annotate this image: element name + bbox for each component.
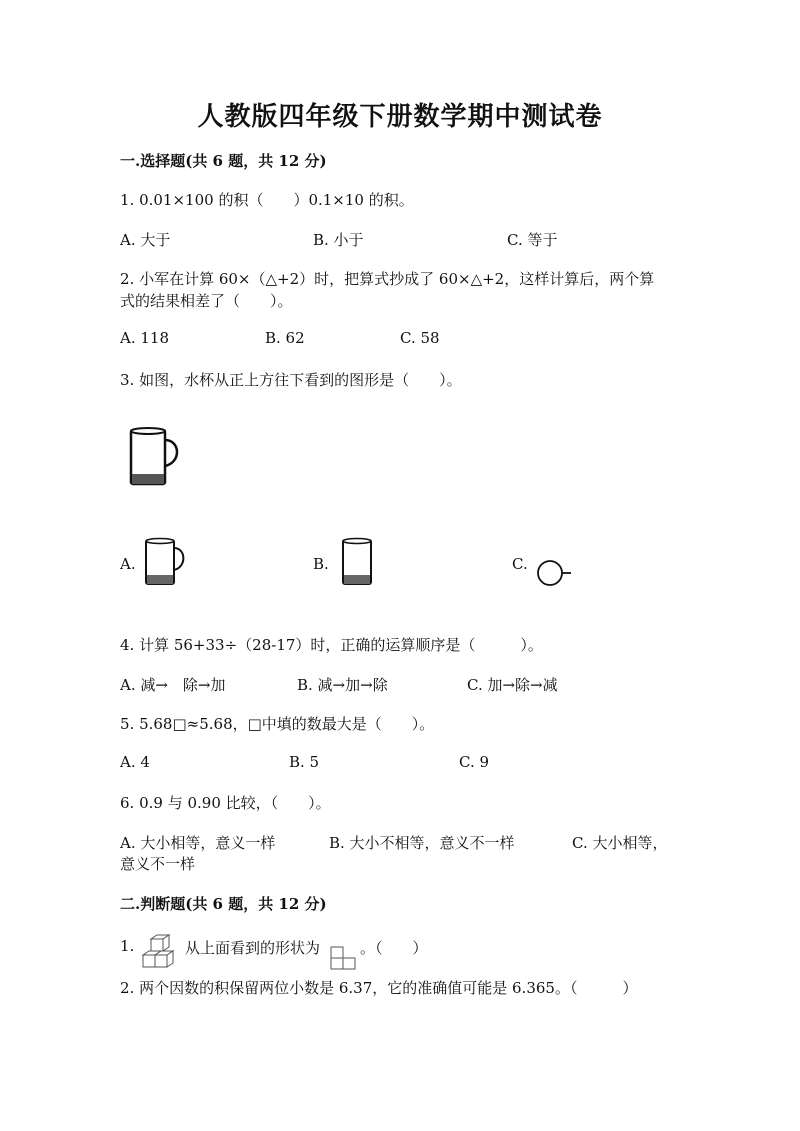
q1-option-c: C. 等于 xyxy=(507,231,558,249)
q2-option-a: A. 118 xyxy=(120,329,169,347)
q4-option-a: A. 减→ 除→加 xyxy=(120,676,226,694)
section-heading-choice: 一.选择题(共 6 题，共 12 分) xyxy=(120,152,327,170)
q5-option-c: C. 9 xyxy=(459,753,490,771)
q6-option-b: B. 大小不相等，意义不一样 xyxy=(329,834,515,852)
q6-option-c: C. 大小相等， xyxy=(572,834,668,852)
question-6: 6. 0.9 与 0.90 比较，（ ）。 xyxy=(120,794,331,812)
judge-1-text: 从上面看到的形状为 xyxy=(185,939,321,957)
top-view-squares-icon xyxy=(329,945,359,971)
q1-option-b: B. 小于 xyxy=(313,231,364,249)
judge-1-tail: 。（ ） xyxy=(360,939,428,957)
q5-option-a: A. 4 xyxy=(120,753,150,771)
page-title: 人教版四年级下册数学期中测试卷 xyxy=(197,102,603,132)
question-2-line2: 式的结果相差了（ ）。 xyxy=(120,292,293,310)
question-3: 3. 如图，水杯从正上方往下看到的图形是（ ）。 xyxy=(120,371,462,389)
q2-option-c: C. 58 xyxy=(400,329,440,347)
q4-option-b: B. 减→加→除 xyxy=(297,676,388,694)
question-2-line1: 2. 小军在计算 60×（△+2）时，把算式抄成了 60×△+2，这样计算后，两个算 xyxy=(120,270,655,288)
question-4: 4. 计算 56+33÷（28-17）时，正确的运算顺序是（ ）。 xyxy=(120,636,543,654)
q3-option-c-label: C. xyxy=(512,555,528,573)
q3-option-b-label: B. xyxy=(313,555,329,573)
q2-option-b: B. 62 xyxy=(265,329,305,347)
q6-option-a: A. 大小相等，意义一样 xyxy=(120,834,276,852)
mug-illustration xyxy=(128,426,184,488)
q3-option-a-label: A. xyxy=(120,555,136,573)
judge-2: 2. 两个因数的积保留两位小数是 6.37，它的准确值可能是 6.365。（ ） xyxy=(120,979,638,997)
judge-1-number: 1. xyxy=(120,937,135,955)
q4-option-c: C. 加→除→减 xyxy=(467,676,558,694)
question-5: 5. 5.68□≈5.68，□中填的数最大是（ ）。 xyxy=(120,715,435,733)
circle-top-view-icon xyxy=(535,558,575,588)
q6-option-c-continued: 意义不一样 xyxy=(120,855,196,873)
q1-option-a: A. 大于 xyxy=(120,231,171,249)
cylinder-front-view-icon xyxy=(340,537,376,587)
question-1: 1. 0.01×100 的积（ ）0.1×10 的积。 xyxy=(120,191,414,209)
mug-side-view-icon xyxy=(143,537,189,587)
section-heading-judge: 二.判断题(共 6 题，共 12 分) xyxy=(120,895,327,913)
cube-stack-icon xyxy=(139,933,183,973)
q5-option-b: B. 5 xyxy=(289,753,320,771)
